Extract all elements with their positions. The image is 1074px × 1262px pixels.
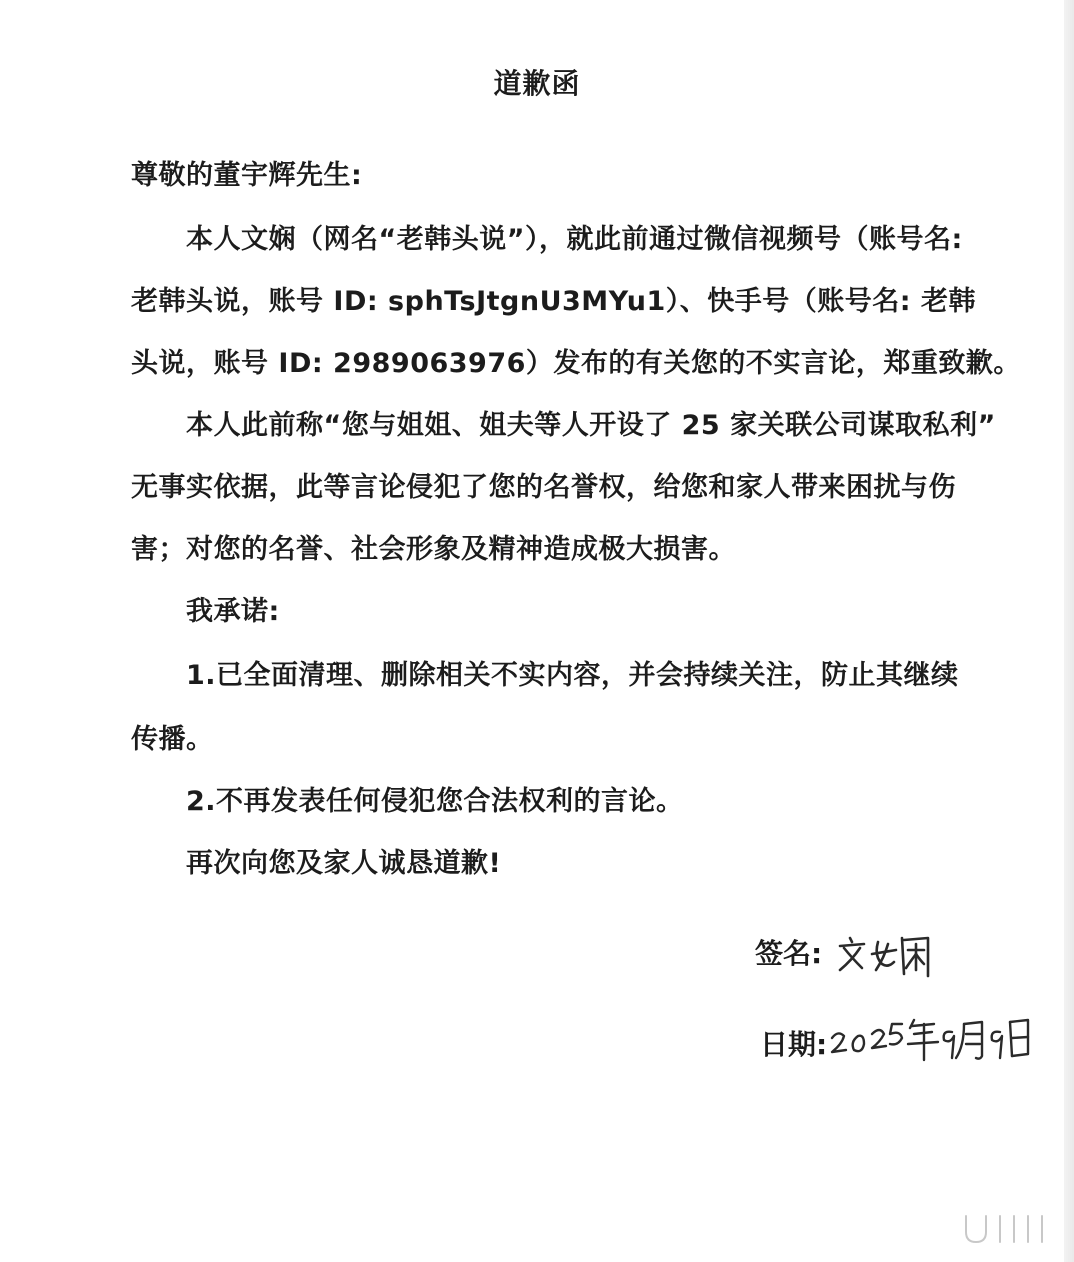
pledge-heading: 我承诺:	[186, 596, 280, 627]
paragraph-1-line-3: 头说，账号 ID: 2989063976）发布的有关您的不实言论，郑重致歉。	[131, 348, 1021, 379]
handwritten-date	[828, 1010, 1033, 1066]
paragraph-2-line-2: 无事实依据，此等言论侵犯了您的名誉权，给您和家人带来困扰与伤	[131, 472, 956, 503]
paragraph-2-line-1: 本人此前称“您与姐姐、姐夫等人开设了 25 家关联公司谋取私利”	[186, 410, 996, 441]
paragraph-1-line-1: 本人文娴（网名“老韩头说”），就此前通过微信视频号（账号名:	[186, 224, 963, 255]
handwritten-signature	[836, 928, 932, 982]
document-title: 道歉函	[493, 67, 581, 100]
paragraph-2-line-3: 害；对您的名誉、社会形象及精神造成极大损害。	[131, 534, 736, 565]
watermark-logo	[958, 1210, 1056, 1246]
right-edge-strip	[1064, 0, 1074, 1262]
signature-label: 签名:	[755, 937, 823, 970]
pledge-item-2: 2.不再发表任何侵犯您合法权利的言论。	[186, 786, 684, 817]
salutation: 尊敬的董宇辉先生:	[131, 160, 363, 191]
closing-apology: 再次向您及家人诚恳道歉!	[186, 848, 502, 879]
date-label: 日期:	[760, 1028, 828, 1061]
pledge-item-1-line-1: 1.已全面清理、删除相关不实内容，并会持续关注，防止其继续	[186, 660, 959, 691]
pledge-item-1-line-2: 传播。	[131, 724, 214, 755]
paragraph-1-line-2: 老韩头说，账号 ID: sphTsJtgnU3MYu1）、快手号（账号名: 老韩	[131, 286, 976, 317]
